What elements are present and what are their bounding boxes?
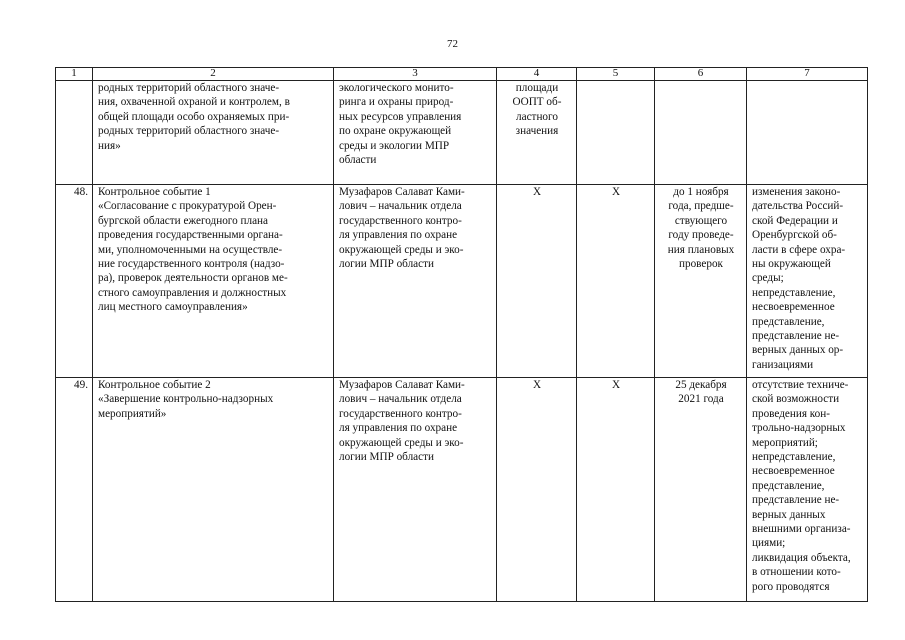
table-row xyxy=(56,81,868,185)
row-number: 48. xyxy=(56,185,93,378)
column-header: 5 xyxy=(577,68,655,81)
column-header: 1 xyxy=(56,68,93,81)
risks-cell: изменения законо- дательства Россий- ской Федерации и Оренбургской об- ласти в сфере охра- ны окружающей среды; непредставление, несвоевременное представление, представление не- верных данных ор- ганизациями xyxy=(747,185,868,378)
plan-table xyxy=(55,67,868,602)
event-description: Контрольное событие 2 «Завершение контрольно-надзорных мероприятий» xyxy=(93,378,334,602)
indicator-cell: X xyxy=(497,185,577,378)
column-header: 3 xyxy=(334,68,497,81)
responsible-person: экологического монито- ринга и охраны природ- ных ресурсов управления по охране окружающей среды и экологии МПР области xyxy=(334,81,497,185)
mark-cell xyxy=(577,81,655,185)
deadline-cell: 25 декабря 2021 года xyxy=(655,378,747,602)
mark-cell: X xyxy=(577,185,655,378)
table-row xyxy=(56,185,868,378)
column-header: 6 xyxy=(655,68,747,81)
column-header: 2 xyxy=(93,68,334,81)
risks-cell xyxy=(747,81,868,185)
deadline-cell xyxy=(655,81,747,185)
responsible-person: Музафаров Салават Ками- лович – начальник отдела государственного контро- ля управления по охране окружающей среды и эко- логии МПР области xyxy=(334,378,497,602)
mark-cell: X xyxy=(577,378,655,602)
event-description: родных территорий областного значе- ния, охваченной охраной и контролем, в общей площади особо охраняемых при- родных территорий областного значе- ния» xyxy=(93,81,334,185)
column-header: 7 xyxy=(747,68,868,81)
responsible-person: Музафаров Салават Ками- лович – начальник отдела государственного контро- ля управления по охране окружающей среды и эко- логии МПР области xyxy=(334,185,497,378)
row-number xyxy=(56,81,93,185)
event-description: Контрольное событие 1 «Согласование с прокуратурой Орен- бургской области ежегодного плана проведения государственными органа- ми, уполномоченными на осуществле- ние государственного контроля (надзо- ра), проверок деятельности органов ме- стного самоуправления и должностных лиц местного самоуправления» xyxy=(93,185,334,378)
indicator-cell: X xyxy=(497,378,577,602)
indicator-cell: площади ООПТ об- ластного значения xyxy=(497,81,577,185)
deadline-cell: до 1 ноября года, предше- ствующего году проведе- ния плановых проверок xyxy=(655,185,747,378)
column-header: 4 xyxy=(497,68,577,81)
column-header-row xyxy=(56,68,868,81)
row-number: 49. xyxy=(56,378,93,602)
risks-cell: отсутствие техниче- ской возможности проведения кон- трольно-надзорных мероприятий; непредставление, несвоевременное представление, представление не- верных данных внешними организа- циями; ликвидация объекта, в отношении кото- рого проводятся xyxy=(747,378,868,602)
page-number: 72 xyxy=(447,38,458,50)
table-row xyxy=(56,378,868,602)
